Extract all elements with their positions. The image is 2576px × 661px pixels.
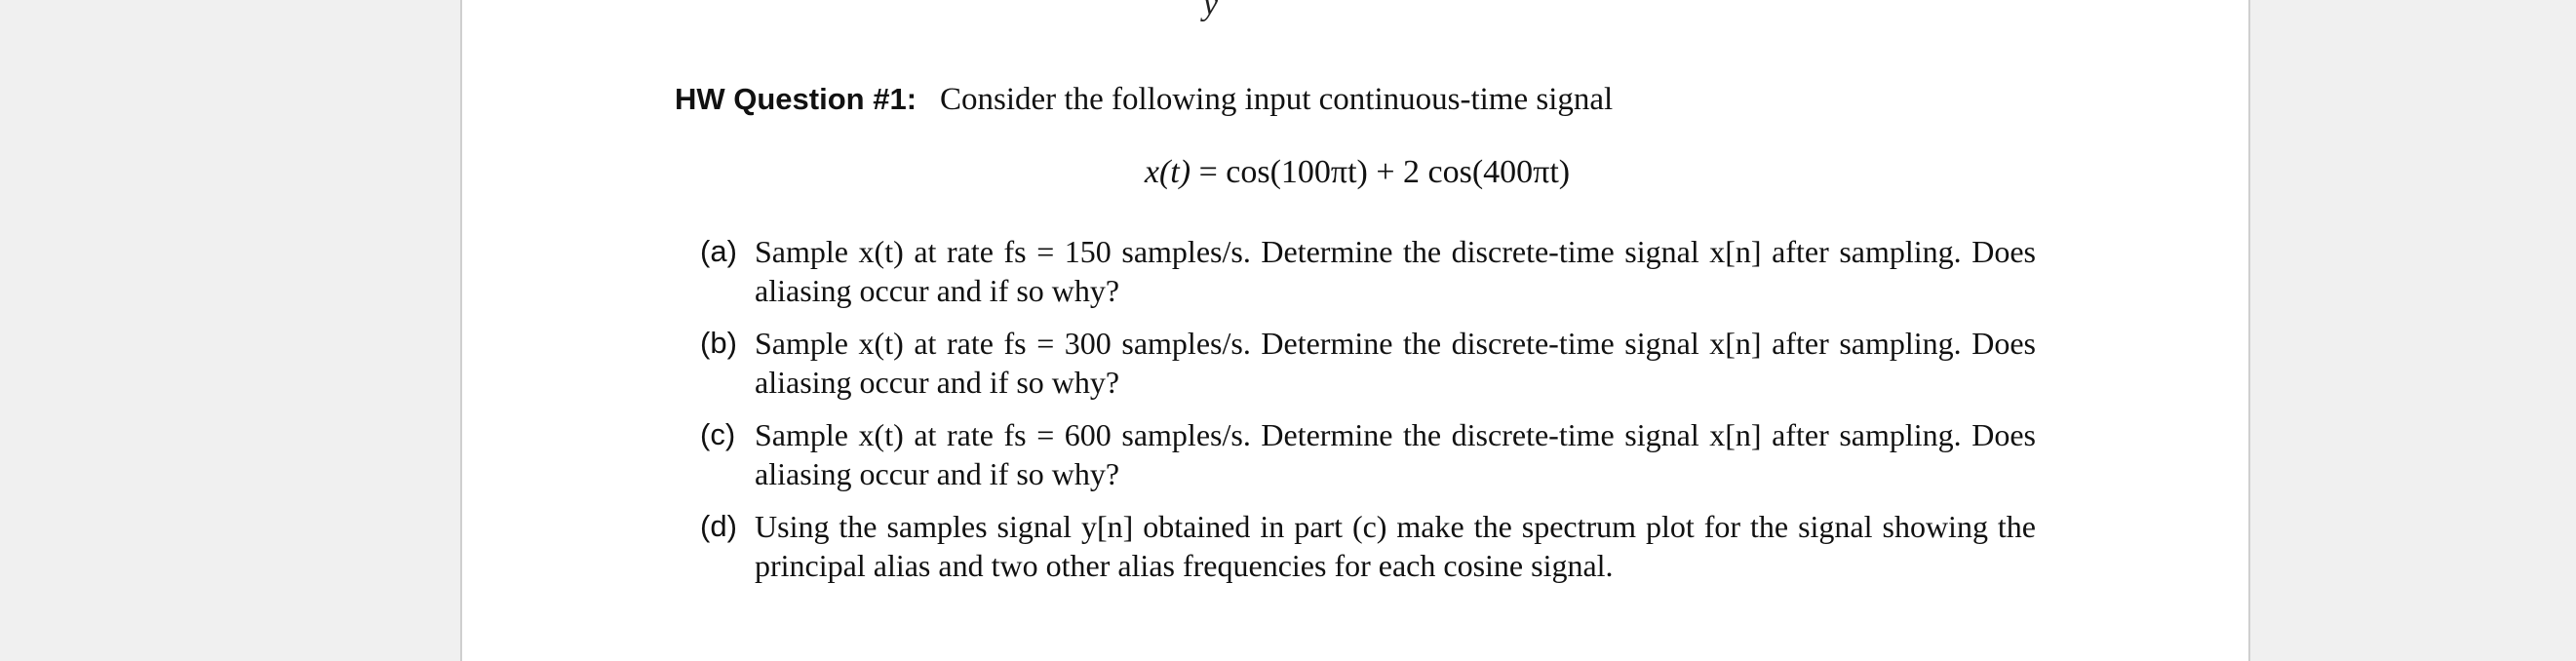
part-label: (b) [700, 326, 737, 360]
equation-rhs: = cos(100πt) + 2 cos(400πt) [1198, 154, 1571, 190]
question-intro: Consider the following input continuous-time signal [940, 82, 1614, 117]
question-part-c [700, 415, 2036, 493]
part-label: (a) [700, 234, 737, 268]
question-part-b [700, 324, 2036, 402]
part-label: (d) [700, 509, 737, 543]
document-page [460, 0, 2250, 661]
question-parts-list [700, 232, 2036, 599]
question-label: HW Question #1: [675, 82, 917, 116]
part-text: Sample x(t) at rate fs = 300 samples/s. Determine the discrete-time signal x[n] after sampling. Does aliasing occur and if so why? [755, 326, 2036, 400]
question-part-d [700, 507, 2036, 585]
question-part-a [700, 232, 2036, 310]
previous-text-fragment: y [1203, 0, 1219, 22]
part-label: (c) [700, 417, 736, 451]
signal-equation [462, 152, 2252, 193]
question-heading [675, 80, 2040, 119]
part-text: Sample x(t) at rate fs = 600 samples/s. Determine the discrete-time signal x[n] after sampling. Does aliasing occur and if so why? [755, 417, 2036, 491]
part-text: Sample x(t) at rate fs = 150 samples/s. Determine the discrete-time signal x[n] after sampling. Does aliasing occur and if so why? [755, 234, 2036, 308]
equation-lhs: x(t) [1144, 154, 1191, 190]
part-text: Using the samples signal y[n] obtained in part (c) make the spectrum plot for the signal showing the principal alias and two other alias frequencies for each cosine signal. [755, 509, 2036, 583]
